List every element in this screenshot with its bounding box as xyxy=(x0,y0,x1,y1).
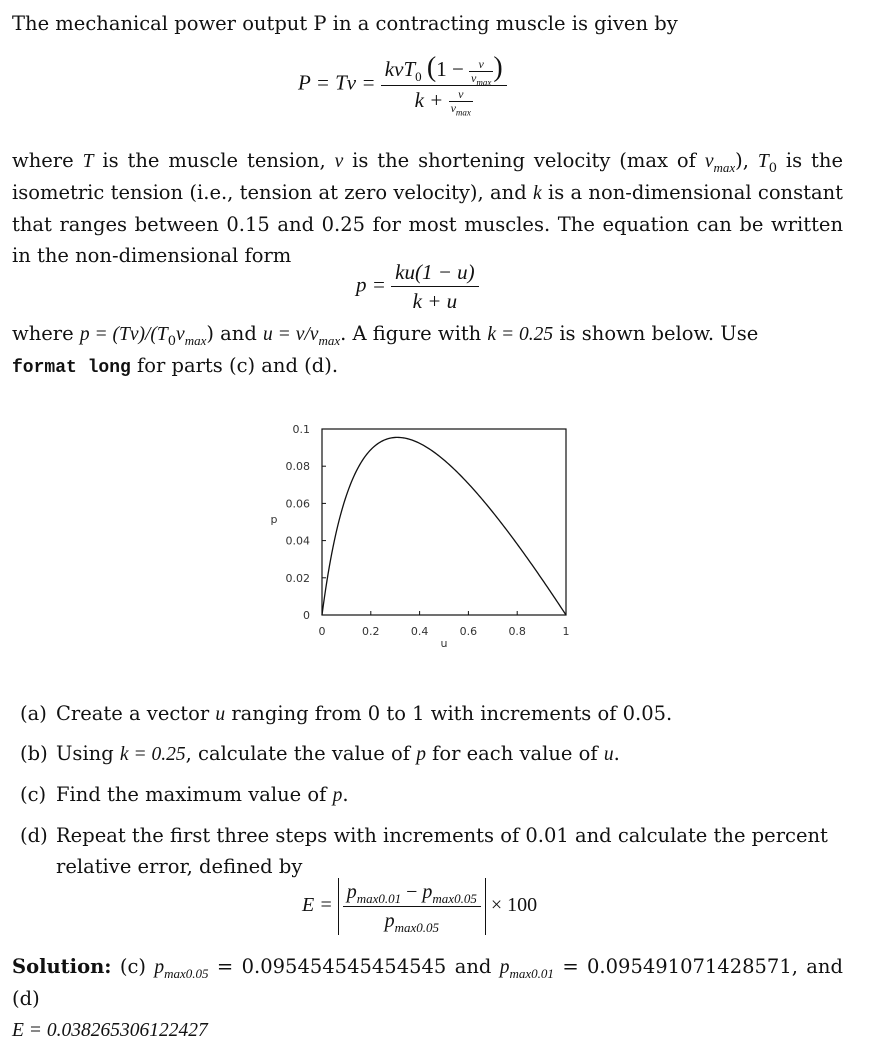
eq1-fraction xyxy=(381,52,507,118)
plot-frame xyxy=(322,429,566,615)
y-tick-label: 0.1 xyxy=(292,423,310,436)
intro-text xyxy=(12,8,843,39)
y-tick-label: 0.08 xyxy=(285,460,310,474)
intro-line: The mechanical power output P in a contracting muscle is given by xyxy=(12,12,678,35)
x-axis-label: u xyxy=(440,637,448,650)
eq1-inner-fraction: $\frac{v}{v_{max}}$ xyxy=(471,56,492,88)
part-d: (d) Repeat the first three steps with increments of 0.01 and calculate the percent relative error, defined by xyxy=(20,824,828,878)
nondimensional-equation: p = $\frac{ku(1 - u)}{k + u}$ xyxy=(356,258,479,315)
y-tick-label: 0.06 xyxy=(285,497,310,511)
figure-intro-paragraph: where $p = (Tv)/(T_0v_{max})$ and $u = v/v_{max}$. A figure with k = 0.25 is shown below. Use format long for parts (c) and (d). xyxy=(12,322,759,378)
solution-label: Solution: xyxy=(12,955,112,978)
error-result: E = 0.038265306122427 xyxy=(12,1020,208,1041)
power-curve-line xyxy=(322,437,566,615)
x-tick-label: 0.4 xyxy=(410,625,429,638)
y-tick-label: 0.02 xyxy=(285,571,310,585)
eq1-lhs: P = Tv = xyxy=(298,70,376,95)
power-curve-chart xyxy=(260,415,590,655)
absolute-value-bars: $\frac{p_{max0.01} - p_{max0.05}}{p_{max0.05}}$ xyxy=(338,878,486,935)
x-tick-label: 0.2 xyxy=(362,625,380,638)
definitions-paragraph: where T is the muscle tension, v is the shortening velocity (max of $v_{max}$), $T_0$ is the isometric tension (i.e., tension at zero velocity), and k is a non-dimensional constant that ranges between 0.15 and 0.25 for most muscles. The equation can be written in the non-dimensional form xyxy=(12,149,843,267)
eq1-denominator: k + $\frac{v}{v_{max}}$ xyxy=(414,87,471,118)
code-format-long: format long xyxy=(12,358,131,378)
y-tick-labels xyxy=(286,423,327,622)
part-b: (b) Using k = 0.25, calculate the value of p for each value of u. xyxy=(20,742,620,765)
x-tick-label: 0.8 xyxy=(508,625,526,638)
x-tick-label: 0 xyxy=(318,625,326,638)
x-tick-label: 1 xyxy=(562,625,570,638)
y-tick-label: 0 xyxy=(303,609,310,622)
eq1-numerator: kvT$_0$ (1 − $\frac{v}{v_{max}}$ ) xyxy=(381,54,507,86)
solution-paragraph: Solution: (c) $p_{max0.05} = 0.095454545454545$ and $p_{max0.01} = 0.095491071428571$, and (d) E = 0.038265306122427 xyxy=(12,955,843,1041)
x-tick-label: 0.6 xyxy=(459,625,478,638)
part-a: (a) Create a vector u ranging from 0 to 1 with increments of 0.05. xyxy=(20,702,673,725)
part-c: (c) Find the maximum value of p. xyxy=(20,783,349,806)
y-axis-label: p xyxy=(270,513,278,526)
y-tick-label: 0.04 xyxy=(285,534,310,548)
relative-error-equation: E = $\frac{p_{max0.01} - p_{max0.05}}{p_{max0.05}}$ × 100 xyxy=(302,878,537,935)
power-equation xyxy=(298,52,507,118)
